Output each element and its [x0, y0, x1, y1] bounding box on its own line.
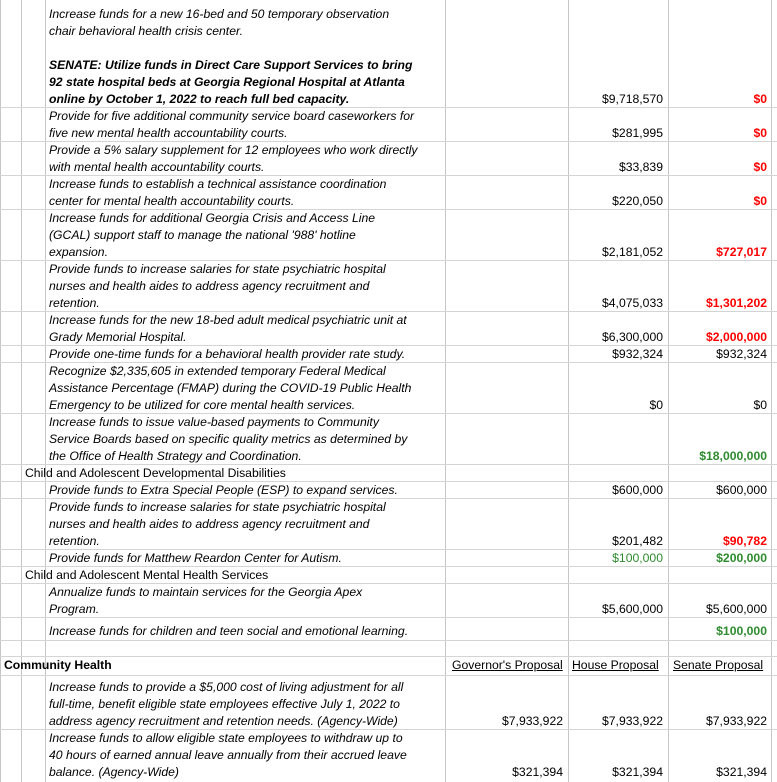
senate-value: $321,394 [716, 765, 767, 779]
house-proposal-header: House Proposal [572, 658, 659, 672]
senate-value: $200,000 [716, 551, 767, 565]
row-text: center for mental health accountability courts. [49, 194, 295, 208]
row-text: nurses and health aides to address agency recruitment and [49, 517, 370, 531]
row-text: Increase funds to provide a $5,000 cost of living adjustment for all [49, 680, 404, 694]
senate-value: $727,017 [716, 245, 767, 259]
row-text: Increase funds for the new 18-bed adult medical psychiatric unit at [49, 313, 407, 327]
row-text: balance. (Agency-Wide) [49, 765, 179, 779]
row-text: Increase funds for children and teen social and emotional learning. [49, 624, 409, 638]
house-value: $9,718,570 [602, 92, 663, 106]
grid-line [668, 0, 669, 782]
row-text: expansion. [49, 245, 108, 259]
house-value: $4,075,033 [602, 296, 663, 310]
row-text: Provide funds to increase salaries for state psychiatric hospital [49, 500, 386, 514]
row-text: Service Boards based on specific quality metrics as determined by [49, 432, 408, 446]
senate-value: $7,933,922 [706, 714, 767, 728]
grid-line [0, 0, 1, 782]
governor-proposal-header: Governor's Proposal [452, 658, 563, 672]
row-text: Increase funds for a new 16-bed and 50 temporary observation [49, 7, 390, 21]
senate-value: $2,000,000 [706, 330, 767, 344]
row-text: Provide one-time funds for a behavioral health provider rate study. [49, 347, 406, 361]
row-text: Increase funds to issue value-based payments to Community [49, 415, 379, 429]
house-value: $0 [649, 398, 663, 412]
row-text: chair behavioral health crisis center. [49, 24, 243, 38]
section-title: Child and Adolescent Mental Health Services [25, 568, 269, 582]
senate-value: $18,000,000 [699, 449, 767, 463]
house-value: $932,324 [612, 347, 663, 361]
senate-value: $0 [753, 126, 767, 140]
row-text: nurses and health aides to address agency recruitment and [49, 279, 370, 293]
department-title: Community Health [4, 658, 112, 672]
senate-value: $600,000 [716, 483, 767, 497]
row-text: Grady Memorial Hospital. [49, 330, 187, 344]
row-text: Annualize funds to maintain services for the Georgia Apex [49, 585, 363, 599]
row-text: Increase funds for additional Georgia Crisis and Access Line [49, 211, 376, 225]
row-text: 92 state hospital beds at Georgia Regional Hospital at Atlanta [49, 75, 405, 89]
row-text: 40 hours of earned annual leave annually from their accrued leave [49, 748, 407, 762]
row-text: online by October 1, 2022 to reach full bed capacity. [49, 92, 350, 106]
section-title: Child and Adolescent Developmental Disabilities [25, 466, 286, 480]
house-value: $220,050 [612, 194, 663, 208]
grid-line [445, 0, 446, 782]
row-text: Assistance Percentage (FMAP) during the COVID-19 Public Health [49, 381, 412, 395]
row-text: SENATE: Utilize funds in Direct Care Support Services to bring [49, 58, 413, 72]
senate-value: $5,600,000 [706, 602, 767, 616]
grid-line [771, 0, 772, 782]
grid-line [0, 656, 777, 657]
row-text: Provide funds to Extra Special People (ESP) to expand services. [49, 483, 398, 497]
senate-value: $0 [753, 398, 767, 412]
row-text: Recognize $2,335,605 in extended temporary Federal Medical [49, 364, 386, 378]
grid-line [568, 0, 569, 782]
row-text: retention. [49, 534, 100, 548]
senate-value: $0 [753, 160, 767, 174]
senate-value: $90,782 [722, 534, 767, 548]
senate-value: $932,324 [716, 347, 767, 361]
house-value: $281,995 [612, 126, 663, 140]
house-value: $7,933,922 [602, 714, 663, 728]
row-text: Provide funds to increase salaries for state psychiatric hospital [49, 262, 386, 276]
house-value: $100,000 [612, 551, 663, 565]
row-text: Emergency to be utilized for core mental health services. [49, 398, 356, 412]
house-value: $600,000 [612, 483, 663, 497]
senate-value: $100,000 [716, 624, 767, 638]
row-text: Increase funds to allow eligible state employees to withdraw up to [49, 731, 403, 745]
row-text: Provide a 5% salary supplement for 12 employees who work directly [49, 143, 418, 157]
senate-value: $0 [753, 194, 767, 208]
senate-value: $0 [753, 92, 767, 106]
row-text: (GCAL) support staff to manage the national '988' hotline [49, 228, 356, 242]
row-text: full-time, benefit eligible state employees effective July 1, 2022 to [49, 697, 400, 711]
row-text: retention. [49, 296, 100, 310]
grid-line [0, 640, 777, 641]
house-value: $33,839 [618, 160, 663, 174]
row-text: with mental health accountability courts. [49, 160, 265, 174]
grid-line [0, 675, 777, 676]
house-value: $201,482 [612, 534, 663, 548]
row-text: Provide for five additional community service board caseworkers for [49, 109, 415, 123]
row-text: Increase funds to establish a technical assistance coordination [49, 177, 387, 191]
senate-value: $1,301,202 [706, 296, 767, 310]
row-text: the Office of Health Strategy and Coordination. [49, 449, 302, 463]
senate-proposal-header: Senate Proposal [673, 658, 764, 672]
house-value: $2,181,052 [602, 245, 663, 259]
row-text: Provide funds for Matthew Reardon Center for Autism. [49, 551, 342, 565]
row-text: Program. [49, 602, 100, 616]
row-text: five new mental health accountability courts. [49, 126, 288, 140]
house-value: $5,600,000 [602, 602, 663, 616]
governor-value: $321,394 [512, 765, 563, 779]
house-value: $321,394 [612, 765, 663, 779]
governor-value: $7,933,922 [502, 714, 563, 728]
house-value: $6,300,000 [602, 330, 663, 344]
row-text: address agency recruitment and retention needs. (Agency-Wide) [49, 714, 398, 728]
